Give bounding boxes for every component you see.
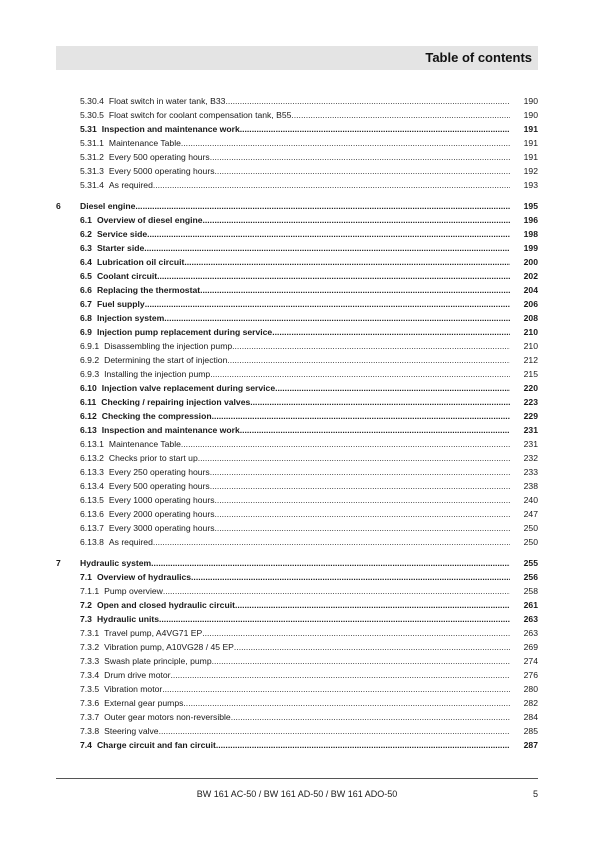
toc-section-number: 6.13.4 — [80, 481, 104, 491]
toc-entry-title: Every 500 operating hours — [108, 152, 210, 162]
footer-document-title: BW 161 AC-50 / BW 161 AD-50 / BW 161 ADO-50 — [196, 789, 398, 799]
toc-page-number: 195 — [523, 201, 538, 211]
toc-entry-title: Replacing the thermostat — [96, 285, 201, 295]
toc-page-number: 206 — [523, 299, 538, 309]
toc-dot-leader — [145, 297, 510, 311]
toc-page-number: 256 — [523, 572, 538, 582]
toc-dot-leader — [184, 255, 510, 269]
toc-page-number: 233 — [523, 467, 538, 477]
toc-page-number: 220 — [523, 383, 538, 393]
toc-page-number: 212 — [523, 355, 538, 365]
toc-entry-title: Inspection and maintenance work — [101, 124, 240, 134]
toc-entry[interactable] — [56, 465, 538, 479]
toc-dot-leader — [215, 164, 511, 178]
toc-page-number: 198 — [523, 229, 538, 239]
toc-dot-leader — [181, 136, 510, 150]
toc-page-number: 231 — [523, 425, 538, 435]
toc-entry[interactable] — [56, 199, 538, 213]
toc-dot-leader — [215, 493, 511, 507]
toc-dot-leader — [215, 521, 511, 535]
toc-entry-title: Fuel supply — [96, 299, 145, 309]
toc-page-number: 282 — [523, 698, 538, 708]
toc-entry[interactable] — [56, 423, 538, 437]
toc-page-number: 238 — [523, 481, 538, 491]
toc-entry[interactable] — [56, 283, 538, 297]
toc-entry[interactable] — [56, 227, 538, 241]
toc-entry-title: Injection valve replacement during service — [101, 383, 276, 393]
toc-entry-title: Disassembling the injection pump — [104, 341, 233, 351]
toc-section-number: 6.13.6 — [80, 509, 104, 519]
toc-entry-title: As required — [108, 180, 153, 190]
toc-entry[interactable] — [56, 535, 538, 549]
toc-dot-leader — [212, 409, 510, 423]
toc-section-number: 7.3.8 — [80, 726, 100, 736]
toc-dot-leader — [210, 150, 510, 164]
toc-dot-leader — [202, 626, 510, 640]
toc-page-number: 263 — [523, 614, 538, 624]
toc-entry-title: Maintenance Table — [108, 138, 181, 148]
toc-page-number: 223 — [523, 397, 538, 407]
toc-entry-title: Overview of hydraulics — [96, 572, 192, 582]
toc-entry[interactable] — [56, 507, 538, 521]
toc-entry[interactable] — [56, 724, 538, 738]
toc-entry[interactable] — [56, 521, 538, 535]
toc-dot-leader — [147, 227, 510, 241]
toc-dot-leader — [227, 353, 510, 367]
toc-dot-leader — [210, 367, 510, 381]
toc-dot-leader — [151, 556, 510, 570]
toc-section-number: 7.1 — [80, 572, 92, 582]
toc-section-number: 6.3 — [80, 243, 92, 253]
toc-section-number: 7.3.2 — [80, 642, 100, 652]
toc-section-number: 6.9.1 — [80, 341, 100, 351]
toc-entry[interactable] — [56, 381, 538, 395]
toc-page-number: 232 — [523, 453, 538, 463]
toc-section-number: 7.3.1 — [80, 628, 100, 638]
toc-entry[interactable] — [56, 297, 538, 311]
toc-dot-leader — [210, 465, 510, 479]
toc-page-number: 258 — [523, 586, 538, 596]
toc-entry[interactable] — [56, 136, 538, 150]
toc-entry-title: Every 2000 operating hours — [108, 509, 215, 519]
toc-entry[interactable] — [56, 108, 538, 122]
footer-page-number: 5 — [532, 789, 538, 799]
toc-section-number: 6.4 — [80, 257, 92, 267]
toc-section-number: 6.7 — [80, 299, 92, 309]
toc-entry[interactable] — [56, 493, 538, 507]
toc-entry[interactable] — [56, 178, 538, 192]
toc-dot-leader — [275, 381, 510, 395]
toc-entry-title: Checking the compression — [101, 411, 212, 421]
toc-page-number: 199 — [523, 243, 538, 253]
toc-entry-title: Injection system — [96, 313, 165, 323]
toc-entry[interactable] — [56, 710, 538, 724]
toc-entry[interactable] — [56, 150, 538, 164]
toc-page-number: 215 — [523, 369, 538, 379]
toc-dot-leader — [159, 724, 510, 738]
toc-section-number: 6.9 — [80, 327, 92, 337]
toc-section-number: 7.3.3 — [80, 656, 100, 666]
toc-section-number: 5.31.4 — [80, 180, 104, 190]
toc-dot-leader — [200, 283, 510, 297]
toc-entry[interactable] — [56, 696, 538, 710]
toc-dot-leader — [250, 395, 510, 409]
toc-page-number: 261 — [523, 600, 538, 610]
toc-dot-leader — [191, 570, 510, 584]
toc-entry[interactable] — [56, 668, 538, 682]
toc-entry[interactable] — [56, 640, 538, 654]
toc-dot-leader — [164, 311, 510, 325]
toc-chapter-number: 6 — [56, 201, 61, 211]
toc-entry[interactable] — [56, 94, 538, 108]
toc-entry[interactable] — [56, 682, 538, 696]
toc-section-number: 6.13.5 — [80, 495, 104, 505]
toc-entry-title: Hydraulic units — [96, 614, 160, 624]
toc-page-number: 229 — [523, 411, 538, 421]
toc-dot-leader — [162, 682, 510, 696]
toc-page-number: 191 — [523, 124, 538, 134]
toc-entry[interactable] — [56, 654, 538, 668]
toc-page-number: 276 — [523, 670, 538, 680]
toc-entry-title: Starter side — [96, 243, 145, 253]
toc-entry-title: Inspection and maintenance work — [101, 425, 240, 435]
toc-entry-title: Determining the start of injection — [104, 355, 228, 365]
toc-section-number: 6.9.2 — [80, 355, 100, 365]
toc-page-number: 191 — [523, 152, 538, 162]
toc-page-number: 196 — [523, 215, 538, 225]
toc-section-number: 6.6 — [80, 285, 92, 295]
toc-entry[interactable] — [56, 626, 538, 640]
toc-entry[interactable] — [56, 437, 538, 451]
toc-page-number: 193 — [523, 180, 538, 190]
toc-page-number: 231 — [523, 439, 538, 449]
toc-dot-leader — [203, 213, 510, 227]
toc-dot-leader — [212, 654, 510, 668]
toc-entry-title: Injection pump replacement during service — [96, 327, 273, 337]
toc-dot-leader — [210, 479, 510, 493]
toc-entry-title: Steering valve — [104, 726, 159, 736]
toc-page-number: 250 — [523, 523, 538, 533]
toc-entry-title: Drum drive motor — [104, 670, 171, 680]
toc-section-number: 6.10 — [80, 383, 97, 393]
toc-page-number: 202 — [523, 271, 538, 281]
toc-entry[interactable] — [56, 241, 538, 255]
toc-dot-leader — [198, 451, 510, 465]
toc-section-number: 6.2 — [80, 229, 92, 239]
toc-entry-title: Coolant circuit — [96, 271, 158, 281]
toc-entry-title: Every 500 operating hours — [108, 481, 210, 491]
toc-entry[interactable] — [56, 612, 538, 626]
toc-section-number: 7.3.7 — [80, 712, 100, 722]
toc-entry-title: Lubrication oil circuit — [96, 257, 185, 267]
toc-section-number: 6.5 — [80, 271, 92, 281]
toc-entry-title: Travel pump, A4VG71 EP — [104, 628, 203, 638]
toc-entry[interactable] — [56, 409, 538, 423]
toc-entry-title: Outer gear motors non-reversible — [104, 712, 231, 722]
toc-section-number: 5.31.2 — [80, 152, 104, 162]
toc-dot-leader — [240, 423, 510, 437]
toc-dot-leader — [216, 738, 510, 752]
toc-entry[interactable] — [56, 367, 538, 381]
toc-dot-leader — [163, 584, 510, 598]
toc-page-number: 210 — [523, 327, 538, 337]
toc-entry-title: Every 1000 operating hours — [108, 495, 215, 505]
toc-section-number: 6.8 — [80, 313, 92, 323]
toc-entry-title: As required — [108, 537, 153, 547]
toc-page-number: 255 — [523, 558, 538, 568]
toc-entry[interactable] — [56, 570, 538, 584]
toc-page-number: 250 — [523, 537, 538, 547]
toc-dot-leader — [181, 437, 510, 451]
toc-page-number: 263 — [523, 628, 538, 638]
toc-entry[interactable] — [56, 325, 538, 339]
toc-page-number: 274 — [523, 656, 538, 666]
toc-entry-title: Every 5000 operating hours — [108, 166, 215, 176]
toc-dot-leader — [183, 696, 510, 710]
toc-entry[interactable] — [56, 255, 538, 269]
toc-page-number: 240 — [523, 495, 538, 505]
page-title: Table of contents — [425, 50, 532, 65]
toc-entry[interactable] — [56, 395, 538, 409]
toc-page-number: 287 — [523, 740, 538, 750]
toc-section-number: 6.11 — [80, 397, 97, 407]
toc-entry[interactable] — [56, 584, 538, 598]
footer-divider — [56, 778, 538, 779]
toc-page-number: 192 — [523, 166, 538, 176]
toc-dot-leader — [153, 178, 510, 192]
toc-page-number: 200 — [523, 257, 538, 267]
toc-entry[interactable] — [56, 479, 538, 493]
toc-entry-title: Vibration motor — [104, 684, 163, 694]
toc-section-number: 5.30.4 — [80, 96, 104, 106]
toc-page-number: 204 — [523, 285, 538, 295]
toc-dot-leader — [157, 269, 510, 283]
toc-page-number: 208 — [523, 313, 538, 323]
toc-dot-leader — [135, 199, 510, 213]
toc-dot-leader — [215, 507, 511, 521]
toc-entry[interactable] — [56, 451, 538, 465]
toc-dot-leader — [291, 108, 510, 122]
toc-section-number: 7.4 — [80, 740, 92, 750]
toc-entry-title: Overview of diesel engine — [96, 215, 203, 225]
toc-entry-title: Checking / repairing injection valves — [101, 397, 251, 407]
toc-entry-title: Charge circuit and fan circuit — [96, 740, 216, 750]
table-of-contents — [56, 94, 538, 752]
toc-section-number: 7.3.5 — [80, 684, 100, 694]
toc-dot-leader — [153, 535, 510, 549]
toc-dot-leader — [159, 612, 510, 626]
toc-entry[interactable] — [56, 213, 538, 227]
toc-page-number: 190 — [523, 96, 538, 106]
toc-page-number: 191 — [523, 138, 538, 148]
toc-page-number: 190 — [523, 110, 538, 120]
toc-entry[interactable] — [56, 164, 538, 178]
toc-entry-title: Every 250 operating hours — [108, 467, 210, 477]
toc-section-number: 5.30.5 — [80, 110, 104, 120]
toc-dot-leader — [272, 325, 510, 339]
toc-entry-title: Every 3000 operating hours — [108, 523, 215, 533]
toc-entry-title: Checks prior to start up — [108, 453, 198, 463]
toc-entry[interactable] — [56, 598, 538, 612]
toc-entry-title: Vibration pump, A10VG28 / 45 EP — [104, 642, 234, 652]
toc-page-number: 210 — [523, 341, 538, 351]
toc-entry-title: Float switch in water tank, B33 — [108, 96, 226, 106]
toc-entry[interactable] — [56, 339, 538, 353]
toc-entry-title: External gear pumps — [104, 698, 184, 708]
toc-entry[interactable] — [56, 353, 538, 367]
toc-dot-leader — [234, 640, 510, 654]
toc-entry[interactable] — [56, 738, 538, 752]
toc-dot-leader — [232, 339, 510, 353]
toc-dot-leader — [225, 94, 510, 108]
toc-section-number: 6.13.3 — [80, 467, 104, 477]
toc-entry-title: Float switch for coolant compensation tank, B55 — [108, 110, 292, 120]
toc-dot-leader — [144, 241, 510, 255]
toc-section-number: 5.31.3 — [80, 166, 104, 176]
toc-entry-title: Diesel engine — [80, 201, 136, 211]
toc-dot-leader — [171, 668, 511, 682]
toc-entry-title: Hydraulic system — [80, 558, 152, 568]
toc-dot-leader — [240, 122, 510, 136]
header-bar — [56, 46, 538, 70]
toc-section-number: 6.12 — [80, 411, 97, 421]
toc-section-number: 5.31 — [80, 124, 97, 134]
toc-section-number: 5.31.1 — [80, 138, 104, 148]
toc-entry-title: Pump overview — [104, 586, 163, 596]
toc-section-number: 6.13.7 — [80, 523, 104, 533]
toc-page-number: 284 — [523, 712, 538, 722]
toc-entry-title: Service side — [96, 229, 148, 239]
toc-entry-title: Swash plate principle, pump — [104, 656, 212, 666]
toc-page-number: 285 — [523, 726, 538, 736]
toc-section-number: 7.3.4 — [80, 670, 100, 680]
toc-section-number: 7.3 — [80, 614, 92, 624]
toc-entry-title: Maintenance Table — [108, 439, 181, 449]
toc-page-number: 280 — [523, 684, 538, 694]
toc-section-number: 6.1 — [80, 215, 92, 225]
toc-entry-title: Installing the injection pump — [104, 369, 211, 379]
toc-entry[interactable] — [56, 311, 538, 325]
toc-dot-leader — [235, 598, 510, 612]
toc-chapter-number: 7 — [56, 558, 61, 568]
toc-entry[interactable] — [56, 269, 538, 283]
toc-section-number: 6.13.8 — [80, 537, 104, 547]
toc-dot-leader — [231, 710, 510, 724]
toc-section-number: 6.9.3 — [80, 369, 100, 379]
toc-section-number: 7.1.1 — [80, 586, 100, 596]
toc-entry-title: Open and closed hydraulic circuit — [96, 600, 235, 610]
toc-section-number: 6.13.1 — [80, 439, 104, 449]
toc-section-number: 6.13.2 — [80, 453, 104, 463]
toc-section-number: 7.3.6 — [80, 698, 100, 708]
toc-section-number: 6.13 — [80, 425, 97, 435]
toc-entry[interactable] — [56, 122, 538, 136]
toc-page-number: 247 — [523, 509, 538, 519]
toc-page-number: 269 — [523, 642, 538, 652]
toc-section-number: 7.2 — [80, 600, 92, 610]
toc-entry[interactable] — [56, 556, 538, 570]
